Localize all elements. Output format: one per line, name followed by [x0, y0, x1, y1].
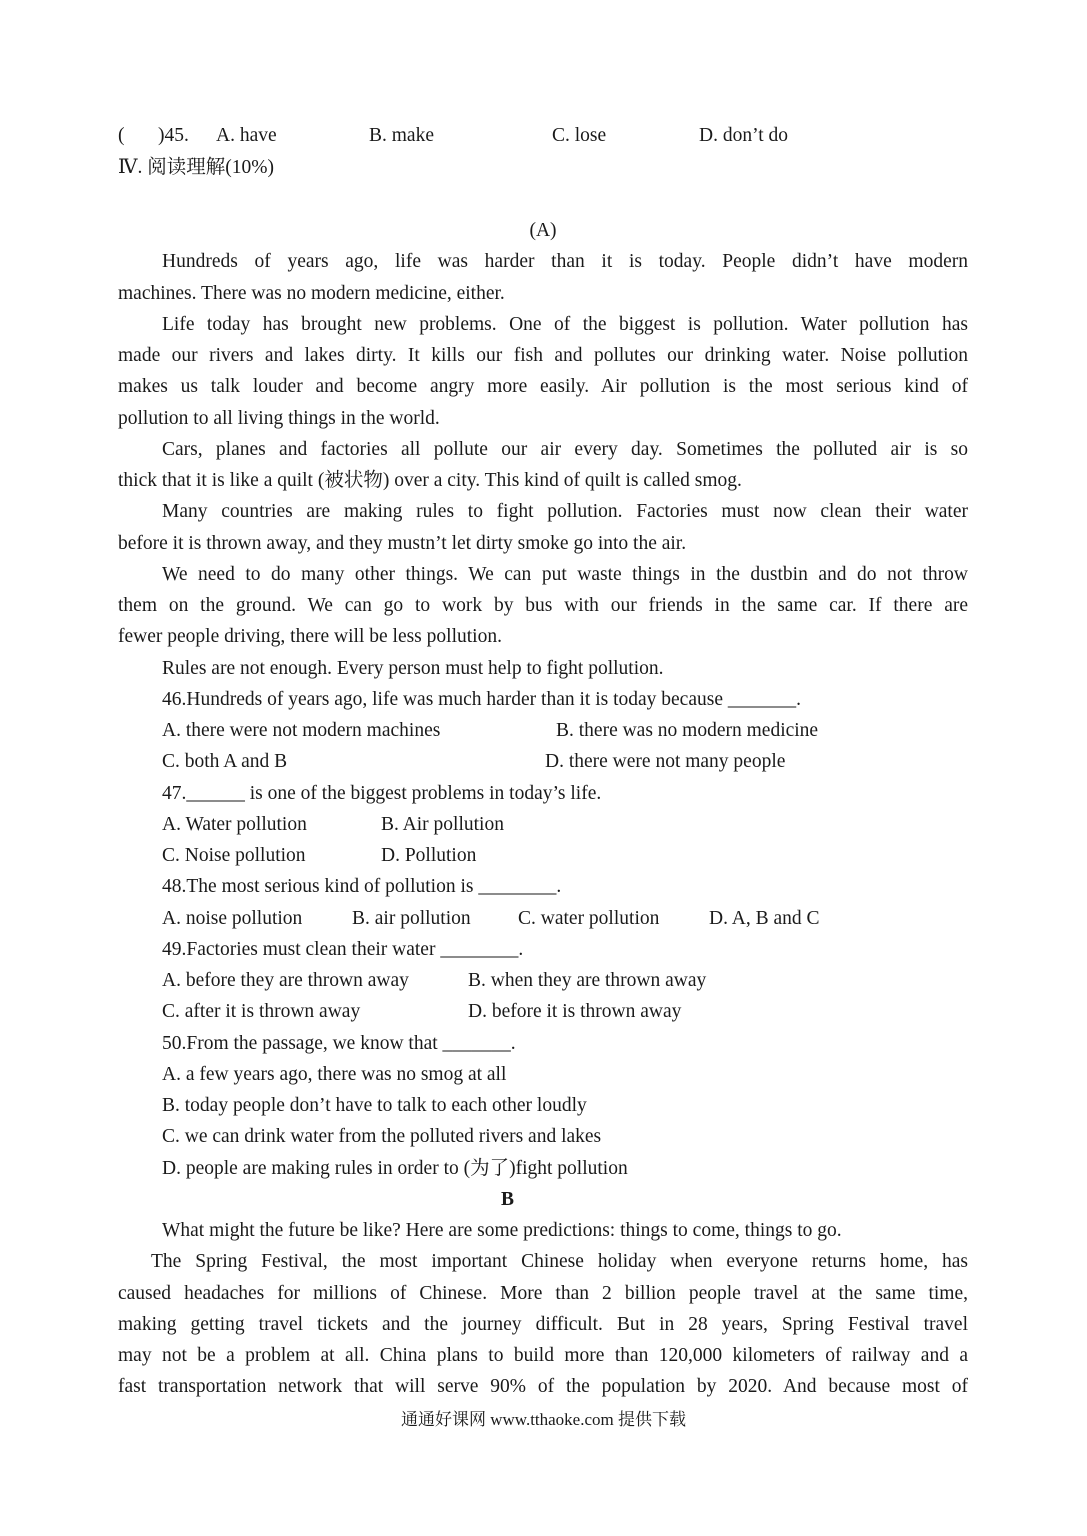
- passage-b-line: may not be a problem at all. China plans to build more than 120,000 kilometers of railway and a: [118, 1345, 968, 1366]
- q49-option-c: C. after it is thrown away: [162, 1001, 361, 1022]
- passage-b-line: What might the future be like? Here are some predictions: things to come, things to go.: [162, 1220, 842, 1241]
- q47-option-a: A. Water pollution: [162, 814, 307, 835]
- passage-b-line: fast transportation network that will serve 90% of the population by 2020. And because most of: [118, 1376, 968, 1397]
- passage-a-label: (A): [529, 220, 557, 241]
- q48-option-a: A. noise pollution: [162, 908, 303, 929]
- q49-stem: 49.Factories must clean their water ________.: [162, 939, 524, 960]
- passage-a-line: fewer people driving, there will be less pollution.: [118, 626, 502, 647]
- passage-a-line: We need to do many other things. We can put waste things in the dustbin and do not throw: [162, 564, 968, 585]
- q50-option-a: A. a few years ago, there was no smog at all: [162, 1064, 507, 1085]
- q49-option-a: A. before they are thrown away: [162, 970, 409, 991]
- q50-stem: 50.From the passage, we know that _______.: [162, 1033, 516, 1054]
- passage-a-line: Hundreds of years ago, life was harder than it is today. People didn’t have modern: [162, 251, 968, 272]
- section-title: Ⅳ. 阅读理解(10%): [118, 157, 274, 178]
- page-footer: 通通好课网 www.tthaoke.com 提供下载: [400, 1410, 687, 1429]
- q45-option-c: C. lose: [552, 125, 607, 146]
- passage-b-line: making getting travel tickets and the journey difficult. But in 28 years, Spring Festival travel: [118, 1314, 968, 1335]
- q48-option-d: D. A, B and C: [709, 908, 820, 929]
- q45-number: )45.: [158, 125, 189, 146]
- q45-option-b: B. make: [369, 125, 434, 146]
- q49-option-b: B. when they are thrown away: [468, 970, 707, 991]
- passage-b-label: B: [501, 1189, 515, 1210]
- passage-a-line: Rules are not enough. Every person must help to fight pollution.: [162, 658, 664, 679]
- q45-option-d: D. don’t do: [699, 125, 789, 146]
- q50-option-c: C. we can drink water from the polluted rivers and lakes: [162, 1126, 602, 1147]
- q45-option-a: A. have: [216, 125, 277, 146]
- q46-stem: 46.Hundreds of years ago, life was much harder than it is today because _______.: [162, 689, 801, 710]
- passage-a-line: thick that it is like a quilt (被状物) over a city. This kind of quilt is called smog.: [118, 470, 742, 491]
- passage-a-line: them on the ground. We can go to work by bus with our friends in the same car. If there are: [118, 595, 968, 616]
- q50-option-d: D. people are making rules in order to (为了)fight pollution: [162, 1158, 628, 1179]
- passage-a-line: before it is thrown away, and they mustn’t let dirty smoke go into the air.: [118, 533, 687, 554]
- q48-option-b: B. air pollution: [352, 908, 471, 929]
- passage-a-line: pollution to all living things in the world.: [118, 408, 440, 429]
- q46-option-b: B. there was no modern medicine: [556, 720, 819, 741]
- q46-option-c: C. both A and B: [162, 751, 288, 772]
- passage-a-line: makes us talk louder and become angry more easily. Air pollution is the most serious kind of: [118, 376, 968, 397]
- q45-paren: (: [118, 125, 125, 146]
- passage-a-line: made our rivers and lakes dirty. It kills our fish and pollutes our drinking water. Noise pollution: [118, 345, 968, 366]
- q46-option-d: D. there were not many people: [545, 751, 786, 772]
- q47-option-b: B. Air pollution: [381, 814, 504, 835]
- q50-option-b: B. today people don’t have to talk to each other loudly: [162, 1095, 587, 1116]
- q47-option-c: C. Noise pollution: [162, 845, 306, 866]
- q48-option-c: C. water pollution: [518, 908, 660, 929]
- q47-option-d: D. Pollution: [381, 845, 477, 866]
- q47-stem: 47.______ is one of the biggest problems in today’s life.: [162, 783, 602, 804]
- q48-stem: 48.The most serious kind of pollution is ________.: [162, 876, 562, 897]
- passage-a-line: Many countries are making rules to fight pollution. Factories must now clean their water: [162, 501, 968, 522]
- passage-a-line: Cars, planes and factories all pollute our air every day. Sometimes the polluted air is so: [162, 439, 968, 460]
- passage-a-line: Life today has brought new problems. One of the biggest is pollution. Water pollution has: [162, 314, 968, 335]
- passage-b-line: caused headaches for millions of Chinese. More than 2 billion people travel at the same time,: [118, 1283, 968, 1304]
- passage-a-line: machines. There was no modern medicine, either.: [118, 283, 505, 304]
- q46-option-a: A. there were not modern machines: [162, 720, 441, 741]
- q49-option-d: D. before it is thrown away: [468, 1001, 682, 1022]
- passage-b-line: The Spring Festival, the most important Chinese holiday when everyone returns home, has: [151, 1251, 968, 1272]
